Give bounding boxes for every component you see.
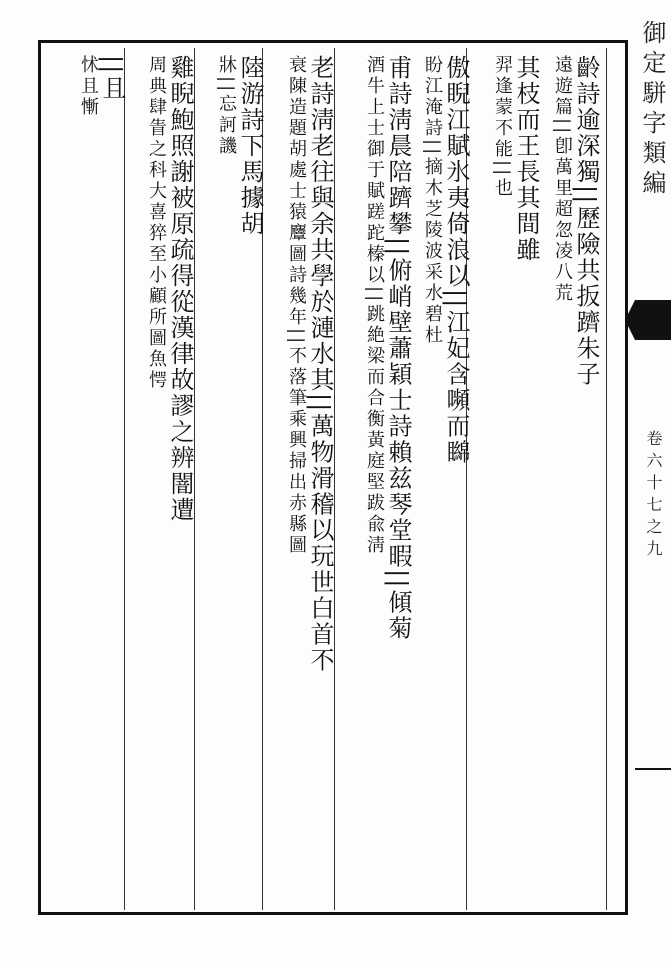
book-title: 御定駢字類編 (638, 20, 666, 200)
fishtail-mark (635, 300, 671, 340)
text-column-9: 老詩淸老往與余共學於漣水其||萬物滑稽以玩世白首不 (306, 55, 334, 674)
text-column-13: 雞睨鮑照謝被原疏得從漢律故謬之辨闇遭 (166, 55, 194, 523)
text-column-15: ||且 (98, 55, 126, 102)
section-label: 卷六十七之九 (644, 430, 663, 562)
column-rule (194, 48, 195, 910)
text-column-7: 甫詩淸晨陪躋攀||俯峭壁蕭穎士詩賴兹琴堂暇||傾菊 (384, 55, 412, 642)
text-column-6: 盼江淹詩||摘木芝陵波采水碧杜 (422, 55, 443, 347)
margin-rule (635, 768, 671, 770)
text-column-3: 其枝而王長其間雖 (512, 55, 540, 263)
text-column-16: 怵且慚 (78, 55, 99, 118)
column-rule (334, 48, 335, 910)
text-column-11: 陸游詩下馬據胡 (236, 55, 264, 237)
text-column-4: 羿逢蒙不能||也 (492, 55, 513, 200)
text-column-8: 酒牛上士御于賦蹉跎榛以||跳絶梁而合𧗾黃庭堅跋兪淸 (364, 55, 385, 557)
text-column-14: 周典肆眚之科大喜猝至小顧所圖魚愕 (146, 55, 167, 391)
text-column-10: 衰陳造題胡處士猿麞圖詩幾年||不落筆乘興掃出赤縣圖 (286, 55, 307, 557)
column-rule (606, 48, 607, 910)
text-column-1: 齡詩逾深獨||歷險共扳躋朱子 (572, 55, 600, 388)
text-column-12: 牀||忘訶譏 (216, 55, 237, 158)
text-column-2: 遠遊篇||卽萬里超忽凌八荒 (552, 55, 573, 305)
text-column-5: 傲睨江賦氷夷倚浪以||江妃含嚬而矊 (442, 55, 470, 466)
